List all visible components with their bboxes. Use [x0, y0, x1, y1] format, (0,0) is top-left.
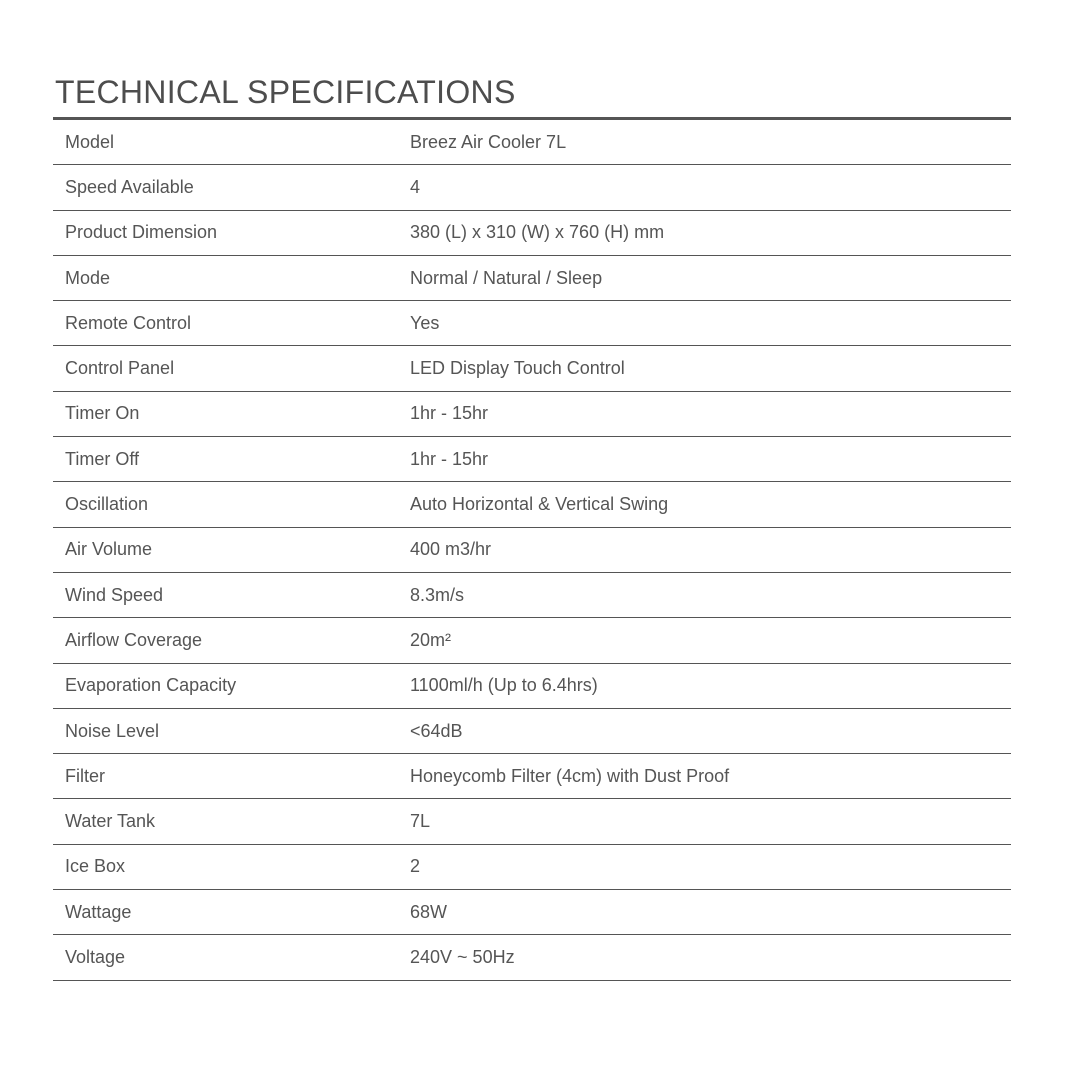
table-row	[53, 482, 1011, 527]
spec-label: Oscillation	[53, 482, 410, 527]
spec-value: Breez Air Cooler 7L	[410, 120, 1011, 165]
spec-value: 7L	[410, 799, 1011, 844]
table-row	[53, 708, 1011, 753]
spec-label: Filter	[53, 754, 410, 799]
spec-value: Honeycomb Filter (4cm) with Dust Proof	[410, 754, 1011, 799]
table-row	[53, 663, 1011, 708]
spec-value: 4	[410, 165, 1011, 210]
spec-value: <64dB	[410, 708, 1011, 753]
spec-label: Air Volume	[53, 527, 410, 572]
spec-value: Normal / Natural / Sleep	[410, 255, 1011, 300]
spec-label: Product Dimension	[53, 210, 410, 255]
spec-label: Timer Off	[53, 437, 410, 482]
spec-value: 8.3m/s	[410, 572, 1011, 617]
spec-value: 380 (L) x 310 (W) x 760 (H) mm	[410, 210, 1011, 255]
spec-label: Remote Control	[53, 301, 410, 346]
table-row	[53, 890, 1011, 935]
spec-label: Water Tank	[53, 799, 410, 844]
spec-label: Wind Speed	[53, 572, 410, 617]
spec-label: Ice Box	[53, 844, 410, 889]
spec-value: Yes	[410, 301, 1011, 346]
spec-value: LED Display Touch Control	[410, 346, 1011, 391]
table-row	[53, 165, 1011, 210]
table-row	[53, 346, 1011, 391]
spec-value: 400 m3/hr	[410, 527, 1011, 572]
spec-value: 68W	[410, 890, 1011, 935]
spec-label: Model	[53, 120, 410, 165]
table-row	[53, 572, 1011, 617]
table-row	[53, 799, 1011, 844]
spec-table-body	[53, 120, 1011, 980]
page-title: TECHNICAL SPECIFICATIONS	[55, 74, 516, 110]
table-row	[53, 301, 1011, 346]
table-row	[53, 255, 1011, 300]
spec-value: 1100ml/h (Up to 6.4hrs)	[410, 663, 1011, 708]
spec-label: Speed Available	[53, 165, 410, 210]
table-row	[53, 527, 1011, 572]
spec-label: Wattage	[53, 890, 410, 935]
spec-label: Voltage	[53, 935, 410, 980]
spec-label: Mode	[53, 255, 410, 300]
spec-label: Timer On	[53, 391, 410, 436]
table-row	[53, 618, 1011, 663]
spec-value: 20m²	[410, 618, 1011, 663]
spec-value: 240V ~ 50Hz	[410, 935, 1011, 980]
spec-label: Airflow Coverage	[53, 618, 410, 663]
table-row	[53, 391, 1011, 436]
spec-label: Evaporation Capacity	[53, 663, 410, 708]
spec-value: 2	[410, 844, 1011, 889]
table-row	[53, 210, 1011, 255]
spec-value: 1hr - 15hr	[410, 391, 1011, 436]
spec-section	[53, 72, 1011, 981]
spec-label: Control Panel	[53, 346, 410, 391]
table-row	[53, 437, 1011, 482]
table-row	[53, 120, 1011, 165]
spec-value: Auto Horizontal & Vertical Swing	[410, 482, 1011, 527]
table-row	[53, 754, 1011, 799]
spec-label: Noise Level	[53, 708, 410, 753]
spec-table	[53, 120, 1011, 981]
table-row	[53, 844, 1011, 889]
spec-value: 1hr - 15hr	[410, 437, 1011, 482]
table-row	[53, 935, 1011, 980]
